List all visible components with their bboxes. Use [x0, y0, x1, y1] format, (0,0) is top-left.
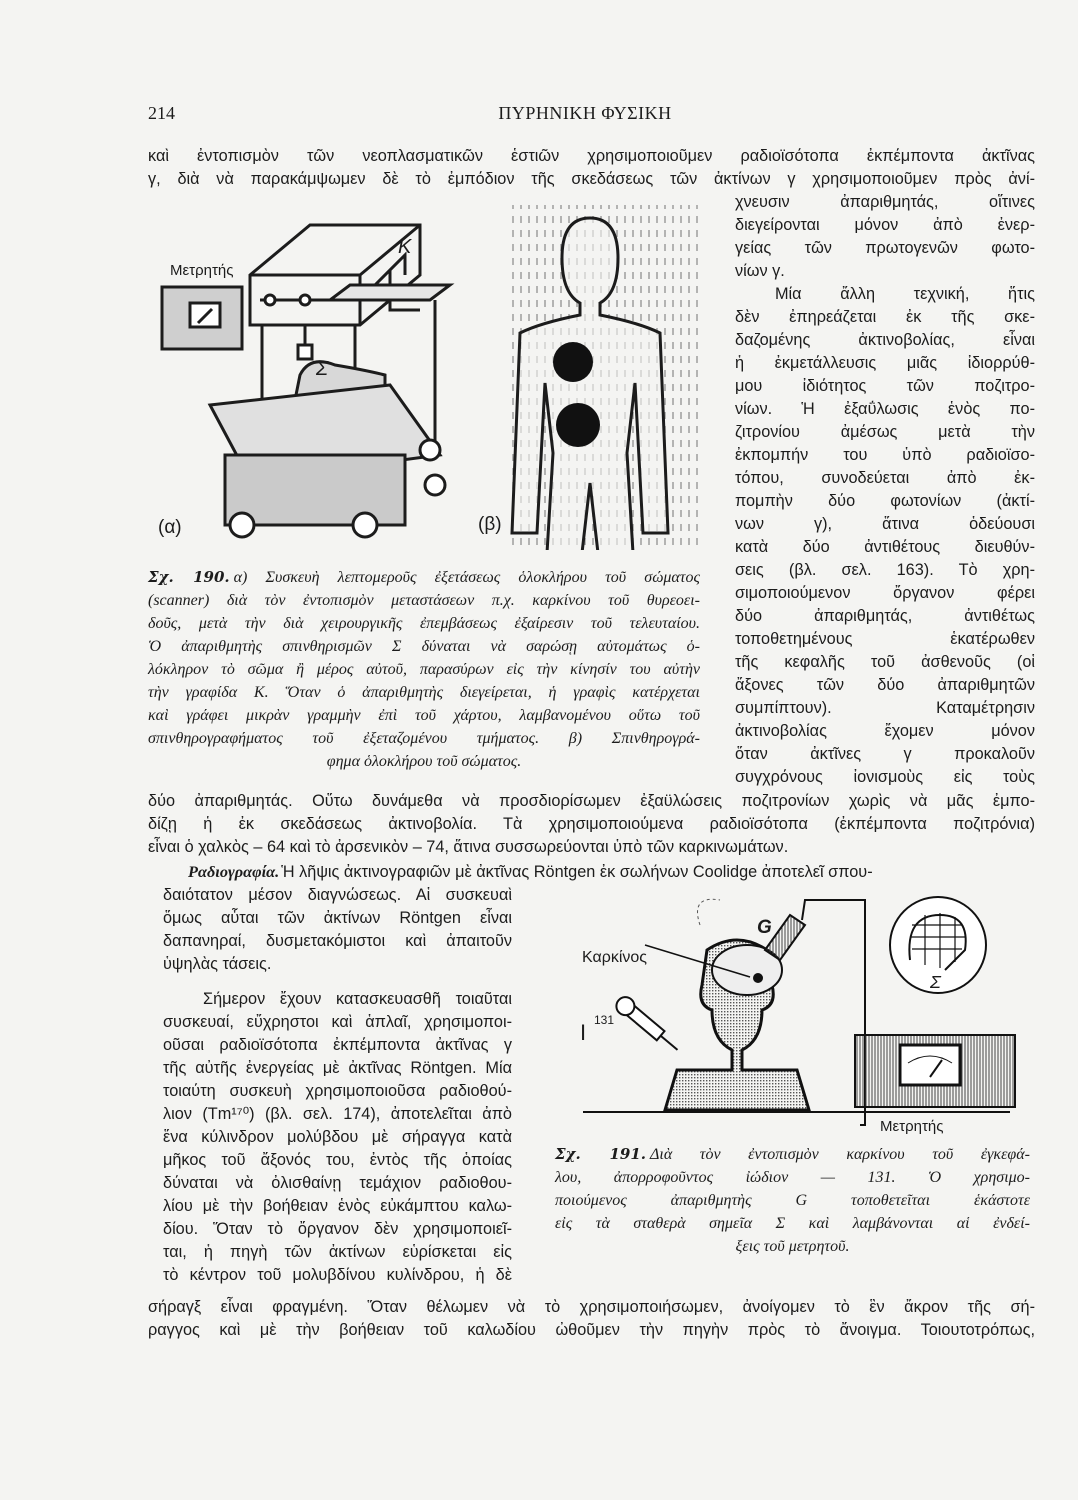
- text-line: τοποθετημένους ἑκατέρωθεν: [735, 630, 1035, 648]
- hot-spot: [556, 403, 600, 447]
- text-line: ἡ ἐκμετάλλευσις μιᾶς ἰδιορρύθ-: [735, 354, 1035, 372]
- text-line: φημα ὁλοκλήρου τοῦ σώματος.: [326, 753, 522, 770]
- text-line: ἕνα κύλινδρον μολύβδου μὲ σήραγγα κατὰ: [163, 1128, 512, 1146]
- radiography-first-line: Ἡ λῆψις ἀκτινογραφιῶν μὲ ἀκτῖνας Röntgen ἐκ σωλήνων Coolidge ἀποτελεῖ σπου-: [281, 863, 873, 881]
- text-line: ραγγος καὶ μὲ τὴν βοήθειαν τοῦ καλωδίου ὠθοῦμεν τὴν πηγὴν πρὸς τὸ ἄνοιγμα. Τοιουτοτρόπως,: [148, 1321, 1035, 1339]
- tumor-spot: [753, 973, 763, 983]
- text-line: λίου μὲ τὴν βοήθειαν ἑνὸς εὐκάμπτου καλω-: [163, 1197, 512, 1215]
- text-line: λόκληρον τὸ σῶμα ἢ μέρος αὐτοῦ, παρασύρων εἰς τὴν κίνησίν του αὐτὴν: [148, 661, 700, 678]
- text-line: ζιτρονίου ἀμέσως μετὰ τὴν: [735, 423, 1035, 441]
- figure-191-tumor-label: Καρκίνος: [582, 949, 647, 966]
- text-line: ὑψηλὰς τάσεις.: [163, 955, 272, 973]
- figure-191-isotope-label: I: [580, 1020, 587, 1045]
- text-line: καὶ γράφει μικρὰν γραμμὴν ἐπὶ τοῦ χάρτου, λαμβανομένου οὕτω τοῦ: [148, 707, 700, 724]
- text-line: τὴν γραφίδα Κ. Ὅταν ὁ ἀπαριθμητὴς διεγείρεται, ἡ γραφὶς κατέρχεται: [148, 684, 700, 701]
- figure-191-caption-rest: [555, 1166, 1030, 1258]
- text-line: διεγείρονται μόνον ἀπὸ ἐνερ-: [735, 216, 1035, 234]
- text-line: ἐκπομπήν του ὑπὸ ραδιοϊσο-: [735, 446, 1035, 464]
- text-line: Ὁ ἀπαριθμητὴς σπινθηρισμῶν Σ δύναται νὰ σαρώσῃ αὐτομάτως ὁ-: [148, 638, 700, 655]
- text-line: τόπου, συνοδεύεται ἀπὸ ἐκ-: [735, 469, 1035, 487]
- right-column-paragraph-2: [735, 283, 1035, 789]
- text-line: Μία ἄλλη τεχνική, ἥτις: [775, 285, 1035, 303]
- radiography-heading: Ραδιογραφία.: [188, 862, 280, 881]
- text-line: καὶ ἐντοπισμὸν τῶν νεοπλασματικῶν ἑστιῶν χρησιμοποιοῦμεν ραδιοϊσότοπα ἐκπέμποντα ἀκτῖνας: [148, 147, 1035, 165]
- figure-190-part-b-label: (β): [478, 514, 502, 535]
- text-line: πομπὴν δύο φωτονίων (ἀκτί-: [735, 492, 1035, 510]
- text-line: τῆς κεφαλῆς τοῦ ἀσθενοῦς (οἱ: [735, 653, 1035, 671]
- text-line: χνευσιν ἀπαριθμητάς, οἵτινες: [735, 193, 1035, 211]
- figure-190-caption-line: α) Συσκευὴ λεπτομεροῦς ἐξετάσεως ὁλοκλήρου τοῦ σώματος: [233, 569, 701, 586]
- text-line: γ, διὰ νὰ παρακάμψωμεν δὲ τὸ ἐμπόδιον τῆς σκεδάσεως τῶν ἀκτίνων γ χρησιμοποιοῦμεν πρὸς ἀνί-: [148, 170, 1035, 188]
- text-line: ὅταν ἀκτῖνες γ προκαλοῦν: [735, 745, 1035, 763]
- hot-spot: [553, 342, 593, 382]
- radiography-paragraph: [163, 884, 512, 976]
- figure-191-meter-label: Μετρητής: [880, 1118, 944, 1135]
- text-line: νίων γ.: [735, 262, 785, 280]
- figure-190-caption: [148, 566, 700, 773]
- text-line: τὸ κέντρον τοῦ μολυβδίνου κυλίνδρου, ἡ δὲ: [163, 1266, 512, 1284]
- text-line: λου, ἀπορροφοῦντος ἰώδιον — 131. Ὁ χρησιμο-: [555, 1169, 1030, 1186]
- figure-190-part-a-label: (α): [158, 517, 182, 538]
- text-line: μου ἰδιότητος τῶν ποζιτρο-: [735, 377, 1035, 395]
- text-line: δοῦς, μετὰ τὴν διὰ χειρουργικῆς ἐπεμβάσεως ἐξαίρεσιν τοῦ τελευταίου.: [148, 615, 700, 632]
- text-line: εἶναι ὁ χαλκὸς – 64 καὶ τὸ ἀρσενικὸν – 74, ἅτινα συσσωρεύονται ὑπὸ τῶν καρκινωμάτων.: [148, 838, 789, 856]
- text-line: σπινθηρογραφήματος τοῦ ἐξεταζομένου τμήματος. β) Σπινθηρογρά-: [148, 730, 700, 747]
- radiography-paragraph-first-line: [148, 860, 1035, 883]
- figure-191-caption-label: Σχ. 191.: [555, 1145, 646, 1163]
- text-line: δαζομένης ἀκτινοβολίας, εἶναι: [735, 331, 1035, 349]
- text-line: ται, ἡ πηγὴ τῶν ἀκτίνων εὑρίσκεται εἰς: [163, 1243, 512, 1261]
- closing-lines: [148, 1296, 1035, 1342]
- text-line: τοιαύτη συσκευὴ χρησιμοποιοῦσα ραδιοθού-: [163, 1082, 512, 1100]
- figure-191-brain-tumor-illustration: [550, 885, 1030, 1135]
- figure-190-pen-label: K: [398, 236, 412, 258]
- text-line: τῆς αὐτῆς ἐνεργείας μὲ ἀκτῖνας Röntgen. Μία: [163, 1059, 512, 1077]
- figure-191-detector-label: G: [757, 917, 772, 938]
- text-line: οῦσαι ραδιοϊσότοπα ἐκπέμποντα ἀκτῖνας γ: [163, 1036, 512, 1054]
- text-line: σεις (βλ. σελ. 163). Τὸ χρη-: [735, 561, 1035, 579]
- intro-paragraph: [148, 145, 1035, 191]
- text-line: δὲν ἐπηρεάζεται ἐκ τῆς σκε-: [735, 308, 1035, 326]
- text-line: μῆκος τοῦ ἄξονός του, ἐντὸς τῆς ὁποίας: [163, 1151, 512, 1169]
- figure-190-caption-label: Σχ. 190.: [148, 568, 230, 586]
- text-line: Σήμερον ἔχουν κατασκευασθῆ τοιαῦται: [203, 990, 512, 1008]
- text-line: δύναται νὰ ὀλισθαίνῃ τεμάχιον ραδιοθου-: [163, 1174, 512, 1192]
- text-line: νίων. Ἡ ἐξαΰλωσις ἑνὸς πο-: [735, 400, 1035, 418]
- text-line: ποιούμενος ἀπαριθμητὴς G τοποθετεῖται ἑκάστοτε: [555, 1192, 1030, 1209]
- figure-191-points-label: Σ: [930, 972, 941, 992]
- text-line: ξεις τοῦ μετρητοῦ.: [735, 1238, 850, 1255]
- positron-paragraph-end: [148, 790, 1035, 859]
- text-line: σιμοποιούμενον ὄργανον φέρει: [735, 584, 1035, 602]
- figure-191-isotope-mass: 131: [594, 1013, 615, 1027]
- figure-190-counter-label: Σ: [316, 358, 328, 380]
- text-line: δίου. Ὅταν τὸ ὄργανον δὲν χρησιμοποιεῖ-: [163, 1220, 512, 1238]
- text-line: δύο ἀπαριθμητάς. Οὕτω δυνάμεθα νὰ προσδιορίσωμεν ἐξαϋλώσεις ποζιτρονίων χωρὶς νὰ μᾶς ἐμπο-: [148, 792, 1035, 810]
- text-line: συγχρόνους ἰονισμοὺς εἰς τοὺς: [735, 768, 1035, 786]
- text-line: γείας τῶν πρωτογενῶν φωτο-: [735, 239, 1035, 257]
- text-line: λιον (Tm¹⁷⁰) (βλ. σελ. 174), ἀποτελεῖται ἀπὸ: [163, 1105, 512, 1123]
- text-line: νων γ), ἅτινα ὁδεύουσι: [735, 515, 1035, 533]
- figure-190-caption-rest: [148, 589, 700, 773]
- page-number: 214: [148, 103, 175, 123]
- figure-191-caption: [555, 1143, 1030, 1258]
- running-title: ΠΥΡΗΝΙΚΗ ΦΥΣΙΚΗ: [498, 103, 672, 123]
- text-line: συμπίπτουν). Καταμέτρησιν: [735, 699, 1035, 717]
- text-line: ἄξονες τῶν δύο ἀπαριθμητῶν: [735, 676, 1035, 694]
- figure-190b-scintigram: [470, 200, 710, 550]
- text-line: δίζῃ ἡ ἐκ σκεδάσεως ἀκτινοβολία. Τὰ χρησιμοποιούμενα ραδιοϊσότοπα (ἐκπέμποντα ποζιτρόνια): [148, 815, 1035, 833]
- text-line: δαπανηραί, δυσμετακόμιστοι καὶ ἀπαιτοῦν: [163, 932, 512, 950]
- figure-191-caption-line: Διὰ τὸν ἐντοπισμὸν καρκίνου τοῦ ἐγκεφά-: [650, 1146, 1030, 1163]
- figure-190-meter-label: Μετρητής: [170, 262, 234, 279]
- right-column-paragraph-1: [735, 191, 1035, 283]
- text-line: συσκευαί, εὔχρηστοι καὶ ἁπλαῖ, χρησιμοποι-: [163, 1013, 512, 1031]
- text-line: δύο ἀπαριθμητάς, ἀντιθέτως: [735, 607, 1035, 625]
- text-line: ἀκτινοβολίας ἔχομεν μόνον: [735, 722, 1035, 740]
- text-line: εἰς τὰ σταθερὰ σημεῖα Σ καὶ λαμβάνονται αἱ ἐνδεί-: [555, 1215, 1030, 1232]
- text-line: σήραγξ εἶναι φραγμένη. Ὅταν θέλωμεν νὰ τὸ χρησιμοποιήσωμεν, ἀνοίγομεν τὸ ἓν ἄκρον τῆς σή-: [148, 1298, 1035, 1316]
- text-line: (scanner) διὰ τὸν ἐντοπισμὸν μεταστάσεων π.χ. καρκίνου τοῦ θυρεοει-: [148, 592, 700, 609]
- figure-190a-scanner-illustration: [150, 215, 470, 550]
- today-paragraph: [163, 988, 512, 1287]
- text-line: κατὰ δύο ἀντιθέτους διευθύν-: [735, 538, 1035, 556]
- text-line: δαιότατον μέσον διαγνώσεως. Αἱ συσκευαὶ: [163, 886, 512, 904]
- text-line: ὅμως αὗται τῶν ἀκτίνων Röntgen εἶναι: [163, 909, 512, 927]
